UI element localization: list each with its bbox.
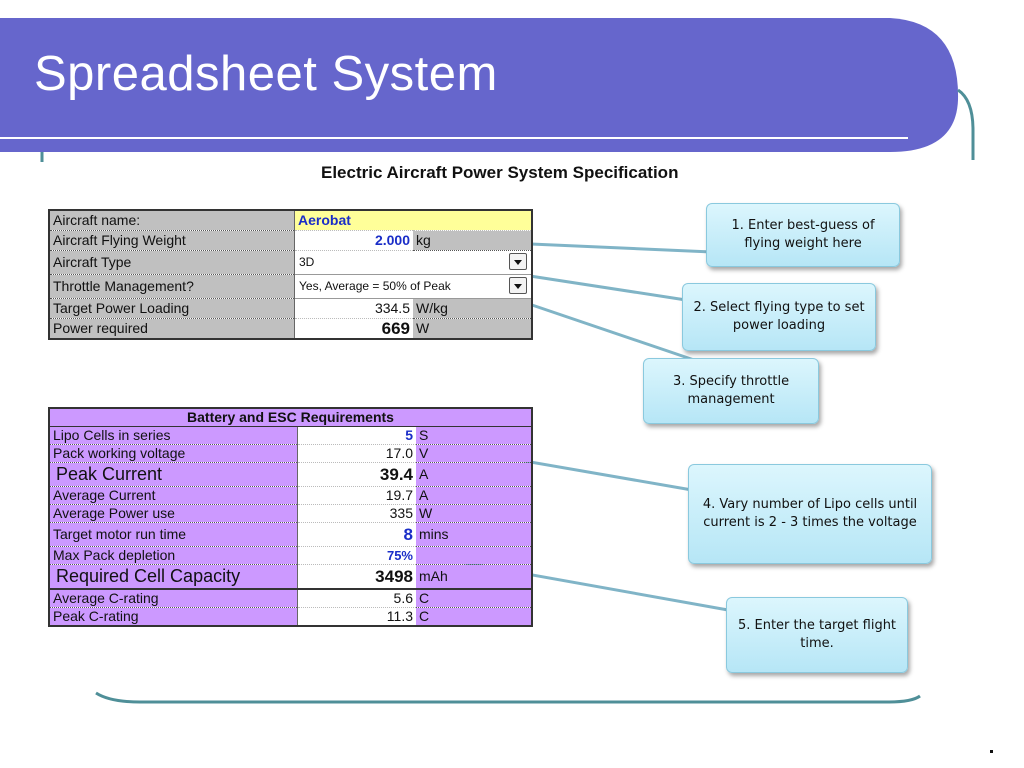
pack-voltage-unit: V <box>416 445 532 463</box>
callout-2: 2. Select flying type to set power loading <box>682 283 876 351</box>
throttle-label: Throttle Management? <box>49 275 295 299</box>
average-power-unit: W <box>416 505 532 523</box>
pack-voltage-label: Pack working voltage <box>49 445 298 463</box>
peak-c-rating-unit: C <box>416 608 532 627</box>
power-required-label: Power required <box>49 319 295 340</box>
row-peak-c-rating <box>49 608 532 627</box>
row-throttle <box>49 275 532 299</box>
row-flying-weight <box>49 231 532 251</box>
average-power-value: 335 <box>298 505 417 523</box>
row-power-required <box>49 319 532 340</box>
power-loading-label: Target Power Loading <box>49 299 295 319</box>
average-power-label: Average Power use <box>49 505 298 523</box>
battery-table <box>48 407 533 627</box>
slide-title: Spreadsheet System <box>34 47 498 101</box>
frame-line-right <box>958 90 973 160</box>
row-aircraft-type <box>49 251 532 275</box>
callout-1: 1. Enter best-guess of flying weight here <box>706 203 900 267</box>
callout-3: 3. Specify throttle management <box>643 358 819 424</box>
max-depletion-input[interactable]: 75% <box>298 547 417 565</box>
lipo-cells-label: Lipo Cells in series <box>49 427 298 445</box>
row-aircraft-name <box>49 210 532 231</box>
connector-3 <box>532 305 700 362</box>
motor-run-time-label: Target motor run time <box>49 523 298 547</box>
battery-table-header: Battery and ESC Requirements <box>49 408 532 427</box>
average-current-label: Average Current <box>49 487 298 505</box>
row-average-power <box>49 505 532 523</box>
corner-dot <box>990 750 993 753</box>
aircraft-type-dropdown-icon[interactable] <box>509 253 527 270</box>
cell-capacity-value: 3498 <box>298 565 417 590</box>
row-pack-voltage <box>49 445 532 463</box>
aircraft-name-label: Aircraft name: <box>49 210 295 231</box>
cell-capacity-label: Required Cell Capacity <box>49 565 298 590</box>
row-average-current <box>49 487 532 505</box>
peak-current-value: 39.4 <box>298 463 417 487</box>
aircraft-type-value: 3D <box>299 255 315 269</box>
aircraft-type-label: Aircraft Type <box>49 251 295 275</box>
motor-run-time-input[interactable]: 8 <box>298 523 417 547</box>
aircraft-name-input[interactable]: Aerobat <box>295 210 533 231</box>
aircraft-type-select[interactable] <box>295 251 533 275</box>
peak-c-rating-label: Peak C-rating <box>49 608 298 627</box>
flying-weight-input[interactable]: 2.000 <box>295 231 414 251</box>
row-cell-capacity <box>49 565 532 590</box>
cell-capacity-unit: mAh <box>416 565 532 590</box>
throttle-dropdown-icon[interactable] <box>509 277 527 294</box>
peak-c-rating-value: 11.3 <box>298 608 417 627</box>
pack-voltage-value: 17.0 <box>298 445 417 463</box>
row-max-depletion <box>49 547 532 565</box>
throttle-value: Yes, Average = 50% of Peak <box>299 279 451 293</box>
connector-2 <box>530 276 686 300</box>
frame-line-bottom <box>96 693 920 702</box>
motor-run-time-unit: mins <box>416 523 532 547</box>
average-c-rating-label: Average C-rating <box>49 589 298 608</box>
max-depletion-unit <box>416 547 532 565</box>
spec-table <box>48 209 533 340</box>
row-lipo-cells <box>49 427 532 445</box>
row-average-c-rating <box>49 589 532 608</box>
average-current-value: 19.7 <box>298 487 417 505</box>
flying-weight-unit: kg <box>413 231 532 251</box>
peak-current-unit: A <box>416 463 532 487</box>
sheet-heading: Electric Aircraft Power System Specification <box>321 163 679 182</box>
average-current-unit: A <box>416 487 532 505</box>
power-loading-value: 334.5 <box>295 299 414 319</box>
power-required-unit: W <box>413 319 532 340</box>
row-peak-current <box>49 463 532 487</box>
row-power-loading <box>49 299 532 319</box>
max-depletion-label: Max Pack depletion <box>49 547 298 565</box>
flying-weight-label: Aircraft Flying Weight <box>49 231 295 251</box>
power-required-value: 669 <box>295 319 414 340</box>
power-loading-unit: W/kg <box>413 299 532 319</box>
row-motor-run-time <box>49 523 532 547</box>
average-c-rating-unit: C <box>416 589 532 608</box>
callout-5: 5. Enter the target flight time. <box>726 597 908 673</box>
callout-4: 4. Vary number of Lipo cells until current is 2 - 3 times the voltage <box>688 464 932 564</box>
throttle-select[interactable] <box>295 275 533 299</box>
lipo-cells-unit: S <box>416 427 532 445</box>
peak-current-label: Peak Current <box>49 463 298 487</box>
average-c-rating-value: 5.6 <box>298 589 417 608</box>
lipo-cells-input[interactable]: 5 <box>298 427 417 445</box>
